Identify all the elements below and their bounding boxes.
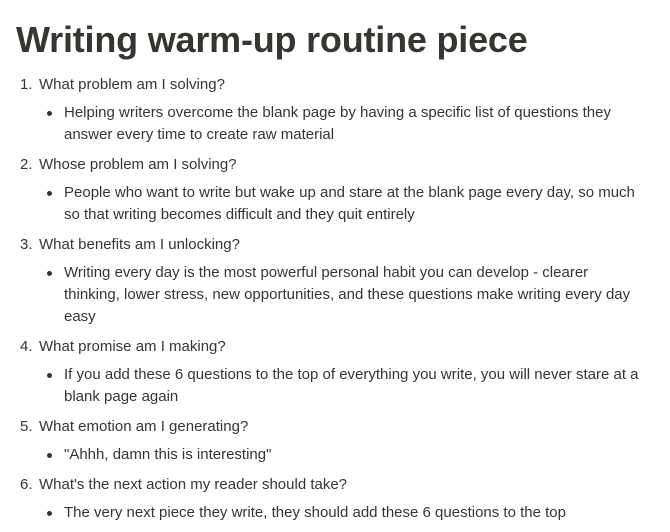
list-item (16, 474, 656, 524)
list-number: 3. (20, 236, 33, 253)
answer-item[interactable] (16, 364, 656, 408)
bullet-icon (16, 182, 64, 204)
list-item (16, 154, 656, 226)
question-row[interactable] (16, 336, 656, 358)
list-item (16, 336, 656, 408)
answer-text[interactable]: Writing every day is the most powerful personal habit you can develop - clearer thinking, lower stress, new opportunities, and these questions make writing every day easy (64, 264, 631, 325)
question-row[interactable] (16, 234, 656, 256)
question-text[interactable]: What benefits am I unlocking? (39, 236, 240, 253)
list-number: 2. (20, 156, 33, 173)
answer-item[interactable] (16, 182, 656, 226)
bullet-icon (16, 102, 64, 124)
bullet-icon (16, 262, 64, 284)
list-item (16, 74, 656, 146)
answer-text[interactable]: If you add these 6 questions to the top of everything you write, you will never stare at a blank page again (64, 366, 639, 405)
answer-list (16, 182, 656, 226)
answer-item[interactable] (16, 262, 656, 328)
answer-text[interactable]: The very next piece they write, they should add these 6 questions to the top (64, 504, 566, 521)
question-text[interactable]: What's the next action my reader should take? (39, 476, 348, 493)
answer-list (16, 444, 656, 466)
bullet-icon (16, 444, 64, 466)
answer-list (16, 502, 656, 524)
answer-item[interactable] (16, 502, 656, 524)
question-text[interactable]: What promise am I making? (39, 338, 226, 355)
answer-text[interactable]: Helping writers overcome the blank page by having a specific list of questions they answer every time to create raw material (64, 104, 611, 143)
answer-text[interactable]: "Ahhh, damn this is interesting" (64, 446, 272, 463)
question-text[interactable]: What problem am I solving? (39, 76, 225, 93)
answer-list (16, 262, 656, 328)
list-item (16, 234, 656, 328)
bullet-icon (16, 502, 64, 524)
list-number: 4. (20, 338, 33, 355)
page-title[interactable]: Writing warm-up routine piece (16, 19, 528, 60)
list-number: 6. (20, 476, 33, 493)
answer-list (16, 364, 656, 408)
answer-text[interactable]: People who want to write but wake up and stare at the blank page every day, so much so that writing becomes difficult and they quit entirely (64, 184, 635, 223)
question-row[interactable] (16, 416, 656, 438)
question-row[interactable] (16, 74, 656, 96)
question-text[interactable]: Whose problem am I solving? (39, 156, 237, 173)
question-row[interactable] (16, 474, 656, 496)
answer-item[interactable] (16, 102, 656, 146)
list-item (16, 416, 656, 466)
answer-list (16, 102, 656, 146)
question-text[interactable]: What emotion am I generating? (39, 418, 249, 435)
question-list (16, 74, 656, 524)
question-row[interactable] (16, 154, 656, 176)
bullet-icon (16, 364, 64, 386)
answer-item[interactable] (16, 444, 656, 466)
list-number: 1. (20, 76, 33, 93)
document-page (16, 0, 656, 532)
list-number: 5. (20, 418, 33, 435)
